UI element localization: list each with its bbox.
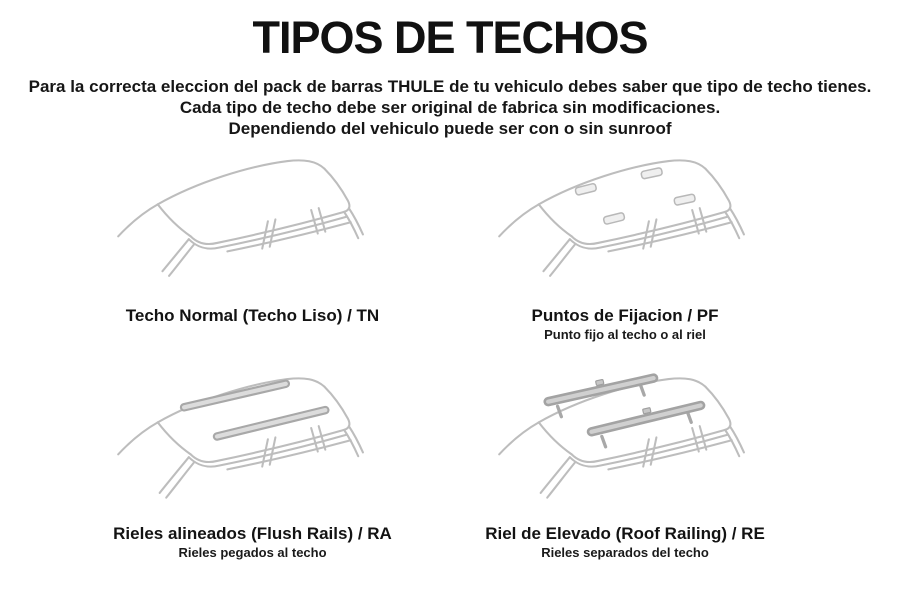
roof-type-sublabel-re: Rieles separados del techo xyxy=(541,545,709,560)
intro-line-3: Dependiendo del vehiculo puede ser con o sin sunroof xyxy=(228,119,672,138)
flush-rails xyxy=(184,384,325,437)
roof-type-label-re: Riel de Elevado (Roof Railing) / RE xyxy=(485,524,765,543)
roof-type-sublabel-pf: Punto fijo al techo o al riel xyxy=(544,327,706,342)
normal-roof-illustration xyxy=(101,146,431,306)
flush-rails-roof-illustration xyxy=(101,364,431,524)
roof-type-card-tn xyxy=(30,146,475,326)
page-title: TIPOS DE TECHOS xyxy=(252,12,648,63)
intro-text xyxy=(0,76,900,139)
raised-rails xyxy=(548,378,700,447)
roof-type-label-pf: Puntos de Fijacion / PF xyxy=(531,306,719,325)
roof-type-sublabel-ra: Rieles pegados al techo xyxy=(178,545,327,560)
roof-type-card-ra xyxy=(30,364,475,560)
roof-type-label-ra: Rieles alineados (Flush Rails) / RA xyxy=(113,524,392,543)
fixpoint-roof-illustration xyxy=(482,146,812,306)
raised-rails-roof-illustration xyxy=(482,364,812,524)
intro-line-2: Cada tipo de techo debe ser original de fabrica sin modificaciones. xyxy=(179,98,721,117)
fixation-point-pads xyxy=(575,167,696,224)
roof-type-card-pf xyxy=(425,146,825,342)
roof-type-card-re xyxy=(425,364,825,560)
roof-type-label-tn: Techo Normal (Techo Liso) / TN xyxy=(125,306,380,325)
intro-line-1: Para la correcta eleccion del pack de barras THULE de tu vehiculo debes saber que tipo de techo tienes. xyxy=(28,77,872,96)
